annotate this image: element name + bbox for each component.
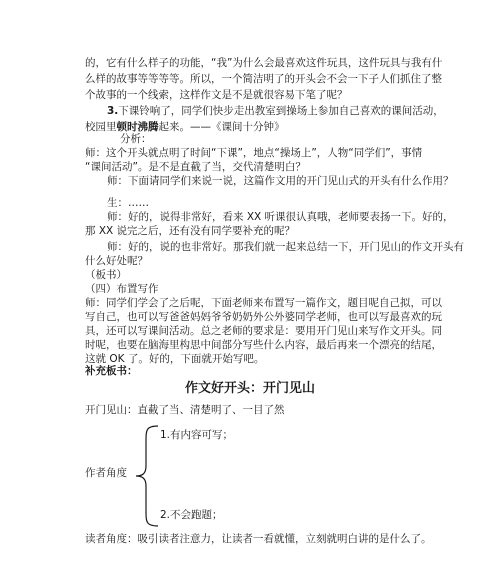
example-number: 3. — [107, 105, 119, 117]
board-note: （板书） — [85, 269, 127, 281]
emphasis-text: 顿时沸腾 — [116, 121, 159, 133]
teacher-line: 这就 OK 了。好的，下面就开始写吧。 — [85, 353, 265, 365]
teacher-line: 写自己，也可以写爸爸妈妈爷爷奶奶外公外婆同学老师，也可以写最喜欢的玩 — [85, 311, 442, 323]
author-angle-label: 作者角度 — [85, 467, 127, 479]
definition-line: 开门见山：直截了当、清楚明了、一目了然 — [85, 404, 285, 416]
reader-angle-line: 读者角度：吸引读者注意力，让读者一看就懂，立刻就明白讲的是什么了。 — [85, 533, 432, 545]
paragraph-line: 么样的故事等等等等。所以，一个简洁明了的开头会不会一下子人们抓住了整 — [85, 73, 442, 85]
section-heading: （四）布置写作 — [85, 283, 159, 295]
teacher-line: “课间活动”。是不是直截了当，交代清楚明白？ — [85, 161, 306, 173]
analysis-label: 分析： — [120, 133, 152, 145]
teacher-line: 师：好的，说得非常好，看来 XX 听课很认真哦，老师要表扬一下。好的， — [107, 211, 454, 223]
board-title: 作文好开头：开门见山 — [184, 381, 315, 396]
teacher-line: 时呢，也要在脑海里构思中间部分写些什么内容，最后再来一个漂亮的结尾， — [85, 339, 442, 351]
author-point: 1.有内容可写； — [160, 429, 234, 441]
example-text: 起来。——《课间十分钟》 — [158, 121, 285, 133]
example-sentence — [85, 120, 285, 134]
teacher-line: 具，还可以写课间活动。总之老师的要求是：要用开门见山来写作文开头。同 — [85, 325, 442, 337]
teacher-line: 师：同学们学会了之后呢，下面老师来布置写一篇作文，题目呢自己拟，可以 — [85, 297, 442, 309]
paragraph-line: 的，它有什么样子的功能，“我”为什么会最喜欢这件玩具，这件玩具与我有什 — [85, 57, 443, 69]
student-line: 生：…… — [107, 197, 149, 209]
example-text: 校园里 — [85, 121, 117, 133]
supplement-heading: 补充板书： — [85, 365, 138, 377]
teacher-line: 师：好的，说的也非常好。那我们就一起来总结一下，开门见山的作文开头有 — [107, 241, 464, 253]
author-point: 2.不会跑题； — [160, 509, 223, 521]
paragraph-line: 个故事的一个线索，这样作文是不是就很容易下笔了呢？ — [85, 89, 348, 101]
example-text: 下课铃响了，同学们快步走出教室到操场上参加自己喜欢的课间活动， — [118, 105, 444, 117]
teacher-line: 师：下面请同学们来说一说，这篇作文用的开门见山式的开头有什么作用？ — [107, 175, 454, 187]
teacher-line: 那 XX 说完之后，还有没有同学要补充的呢？ — [85, 225, 296, 237]
brace-icon — [132, 424, 162, 528]
teacher-line: 什么好处呢？ — [85, 255, 148, 267]
example-sentence — [107, 104, 444, 118]
teacher-line: 师：这个开头就点明了时间“下课”，地点“操场上”，人物“同学们”，事情 — [85, 147, 423, 159]
